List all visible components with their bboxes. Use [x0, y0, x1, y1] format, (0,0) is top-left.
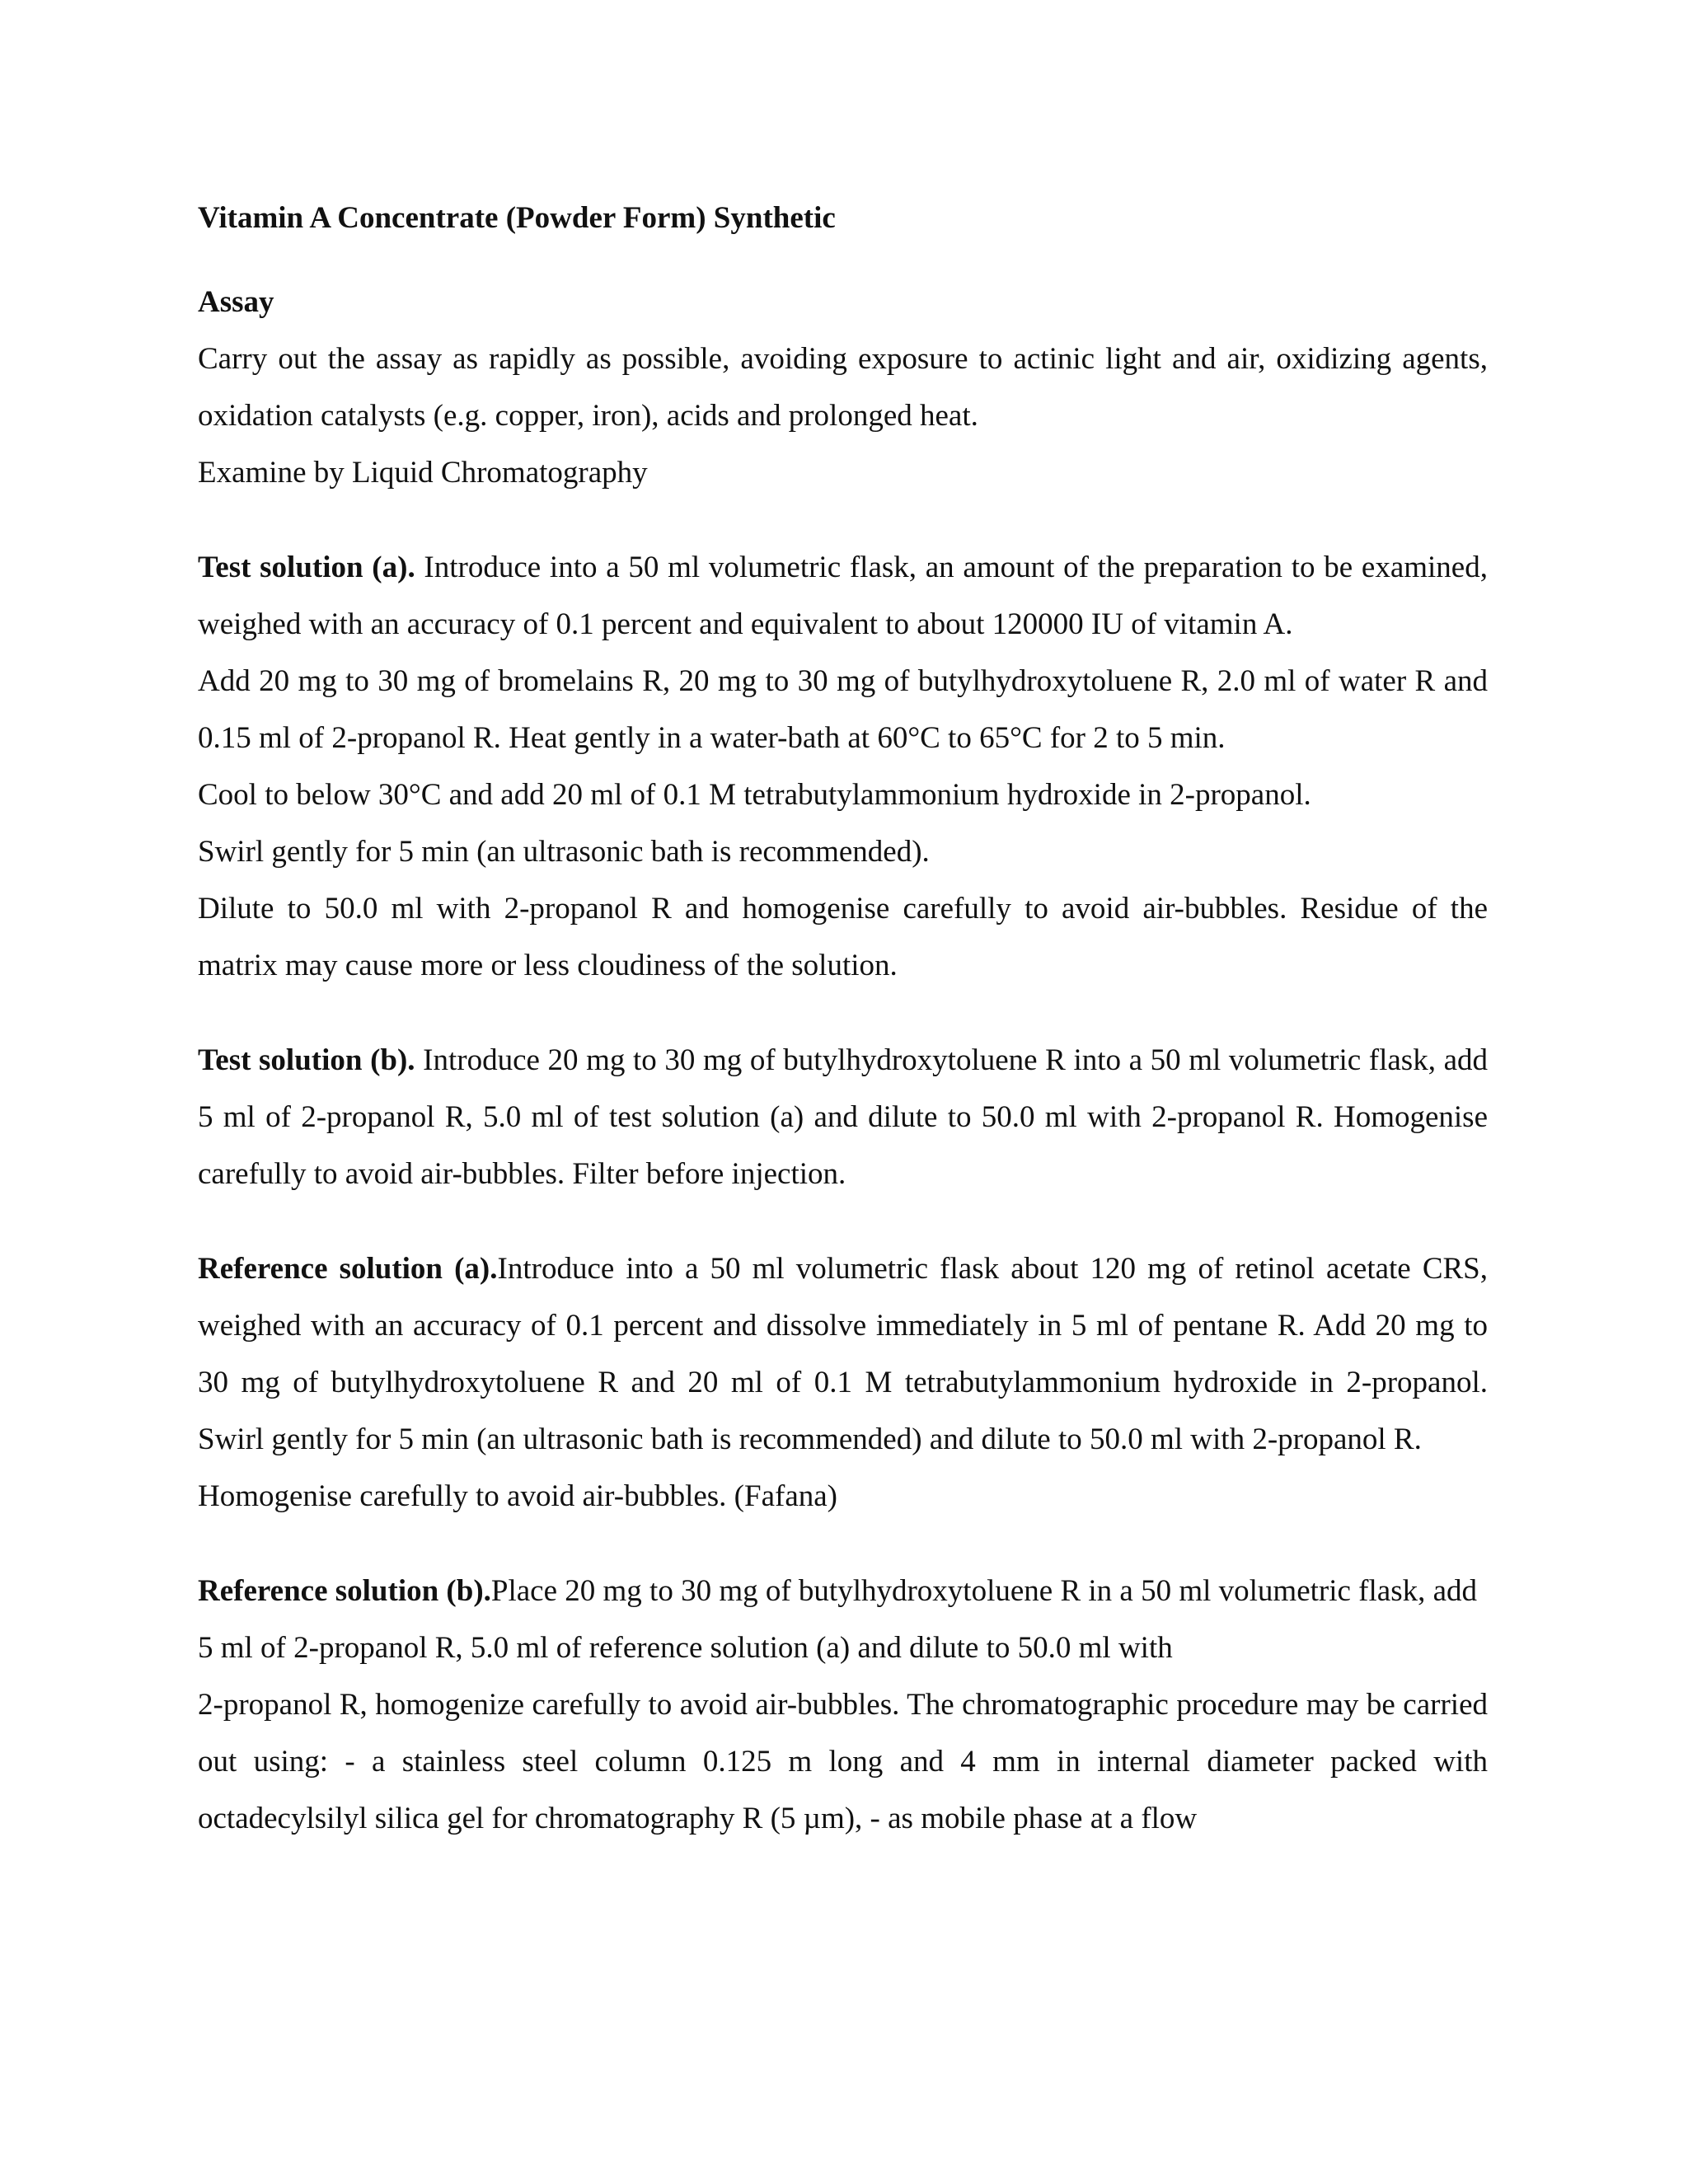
- reference-solution-b-first-line: [198, 1563, 1488, 1676]
- test-solution-b-paragraph: [198, 1032, 1488, 1202]
- reference-solution-b-paragraph: 2-propanol R, homogenize carefully to avoid air-bubbles. The chromatographic procedure may be carried out using: - a stainless steel column 0.125 m long and 4 mm in internal diameter packed with octadecylsilyl silica gel for chromatography R (5 µm), - as mobile phase at a flow: [198, 1688, 1488, 1835]
- document-title: Vitamin A Concentrate (Powder Form) Synthetic: [198, 201, 836, 235]
- test-solution-a-step: Dilute to 50.0 ml with 2-propanol R and homogenise carefully to avoid air-bubbles. Residue of the matrix may cause more or less cloudiness of the solution.: [198, 892, 1488, 982]
- test-solution-b-text: Introduce 20 mg to 30 mg of butylhydroxytoluene R into a 50 ml volumetric flask, add 5 ml of 2-propanol R, 5.0 ml of test solution (a) and dilute to 50.0 ml with 2-propanol R. Homogenise carefully to avoid air-bubbles. Filter before injection.: [198, 1043, 1488, 1191]
- assay-method-line: Examine by Liquid Chromatography: [198, 456, 648, 490]
- document-body: [198, 190, 1488, 1847]
- test-solution-b-section: [198, 1032, 1488, 1202]
- assay-paragraph: Carry out the assay as rapidly as possible, avoiding exposure to actinic light and air, oxidizing agents, oxidation catalysts (e.g. copper, iron), acids and prolonged heat.: [198, 342, 1488, 433]
- test-solution-a-step: Cool to below 30°C and add 20 ml of 0.1 M tetrabutylammonium hydroxide in 2-propanol.: [198, 778, 1311, 812]
- reference-solution-a-paragraph: [198, 1240, 1488, 1468]
- reference-solution-b-section: [198, 1563, 1488, 1847]
- test-solution-a-label: Test solution (a).: [198, 551, 415, 584]
- reference-solution-a-note: Homogenise carefully to avoid air-bubbles. (Fafana): [198, 1479, 837, 1513]
- test-solution-b-label: Test solution (b).: [198, 1043, 415, 1077]
- reference-solution-a-text: Introduce into a 50 ml volumetric flask about 120 mg of retinol acetate CRS, weighed with an accuracy of 0.1 percent and dissolve immediately in 5 ml of pentane R. Add 20 mg to 30 mg of butylhydroxytoluene R and 20 ml of 0.1 M tetrabutylammonium hydroxide in 2-propanol. Swirl gently for 5 min (an ultrasonic bath is recommended) and dilute to 50.0 ml with 2-propanol R.: [198, 1252, 1489, 1456]
- test-solution-a-step: Swirl gently for 5 min (an ultrasonic bath is recommended).: [198, 835, 930, 869]
- test-solution-a-text: Introduce into a 50 ml volumetric flask, an amount of the preparation to be examined, weighed with an accuracy of 0.1 percent and equivalent to about 120000 IU of vitamin A.: [198, 551, 1488, 641]
- reference-solution-b-text: Place 20 mg to 30 mg of butylhydroxytoluene R in a 50 ml volumetric flask, add 5 ml of 2-propanol R, 5.0 ml of reference solution (a) and dilute to 50.0 ml with: [198, 1574, 1478, 1665]
- test-solution-a-step: Add 20 mg to 30 mg of bromelains R, 20 mg to 30 mg of butylhydroxytoluene R, 2.0 ml of water R and 0.15 ml of 2-propanol R. Heat gently in a water-bath at 60°C to 65°C for 2 to 5 min.: [198, 664, 1488, 755]
- reference-solution-b-label: Reference solution (b).: [198, 1574, 491, 1608]
- test-solution-a-paragraph: [198, 539, 1488, 653]
- reference-solution-a-section: [198, 1240, 1488, 1525]
- reference-solution-a-label: Reference solution (a).: [198, 1252, 498, 1286]
- test-solution-a-section: [198, 539, 1488, 994]
- assay-heading: Assay: [198, 285, 274, 319]
